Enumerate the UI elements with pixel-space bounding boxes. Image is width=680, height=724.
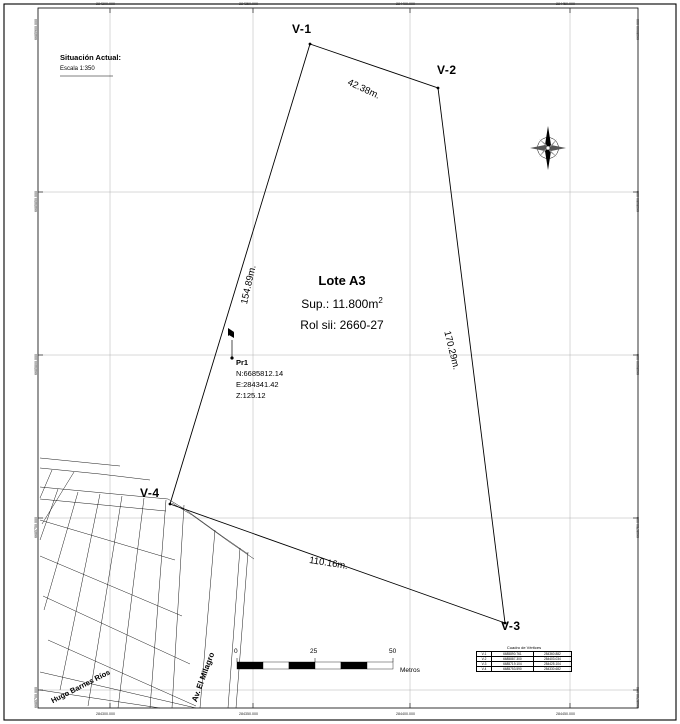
table-cell: V-2 bbox=[477, 657, 492, 662]
north-arrow-icon bbox=[530, 126, 566, 170]
vertex-label-v3: V-3 bbox=[501, 619, 521, 633]
scalebar-tick-0: 0 bbox=[234, 648, 238, 655]
lot-surface bbox=[282, 296, 402, 312]
table-cell: 284330.682 bbox=[533, 667, 571, 672]
dimension-label-south: 110.16m. bbox=[308, 555, 349, 572]
table-cell: 6685887.300 bbox=[492, 657, 534, 662]
grid-y-label-right-4: 6685750.000 bbox=[636, 517, 640, 538]
scalebar-tick-25: 25 bbox=[310, 648, 318, 655]
street-label-hugo-barnes-rios: Hugo Barnes Ríos bbox=[49, 667, 112, 706]
grid-x-label-bottom-2: 284350.000 bbox=[239, 712, 258, 716]
table-cell: 284425.104 bbox=[533, 662, 571, 667]
control-point-name: Pr1 bbox=[236, 358, 249, 367]
grid-y-label-5: 6685700.000 bbox=[34, 687, 38, 708]
grid-x-label-bottom-1: 284300.000 bbox=[96, 712, 115, 716]
grid-y-label-2: 6685850.000 bbox=[34, 191, 38, 212]
vertex-table bbox=[476, 651, 572, 672]
vertex-label-v2: V-2 bbox=[437, 63, 457, 77]
grid-x-label-1: 284300.000 bbox=[96, 2, 115, 6]
grid-y-label-1: 6685900.000 bbox=[34, 19, 38, 40]
table-cell: 284360.882 bbox=[533, 652, 571, 657]
dimension-label-east: 170.29m. bbox=[441, 329, 462, 371]
grid-x-label-bottom-4: 284450.000 bbox=[556, 712, 575, 716]
vertex-table-block bbox=[476, 645, 572, 672]
table-cell: V-4 bbox=[477, 667, 492, 672]
table-cell: 284403.034 bbox=[533, 657, 571, 662]
dimension-label-top: 42.38m. bbox=[345, 77, 382, 102]
grid-x-label-4: 284450.000 bbox=[556, 2, 575, 6]
lot-surface-value: Sup.: 11.800m bbox=[301, 297, 379, 311]
vertex-markers bbox=[169, 43, 507, 625]
sheet-border bbox=[4, 4, 676, 720]
dimension-label-west: 154.89m. bbox=[239, 264, 259, 306]
vertex-label-v4: V-4 bbox=[140, 486, 160, 500]
table-cell: 6685890.761 bbox=[492, 652, 534, 657]
lot-name: Lote A3 bbox=[318, 273, 366, 288]
table-row bbox=[477, 667, 572, 672]
control-point-north: N:6685812.14 bbox=[236, 369, 284, 378]
scalebar-units: Metros bbox=[400, 667, 420, 674]
vertex-label-v1: V-1 bbox=[292, 22, 312, 36]
frame-ticks bbox=[38, 8, 638, 708]
grid-y-label-3: 6685800.000 bbox=[34, 354, 38, 375]
lot-boundary-polygon bbox=[170, 44, 505, 623]
map-frame bbox=[38, 8, 638, 708]
street-label-av-el-milagro: Av. El Milagro bbox=[190, 651, 217, 704]
grid-x-label-bottom-3: 284400.000 bbox=[396, 712, 415, 716]
scale-label: Escala 1:350 bbox=[60, 66, 95, 72]
grid-y-label-4: 6685750.000 bbox=[34, 517, 38, 538]
grid-x-label-2: 284350.000 bbox=[239, 2, 258, 6]
lot-surface-exponent: 2 bbox=[378, 296, 383, 305]
vertex-table-caption: Cuadro de Vértices bbox=[506, 645, 542, 650]
situation-label: Situación Actual: bbox=[60, 53, 121, 62]
grid-y-label-right-3: 6685800.000 bbox=[636, 354, 640, 375]
scalebar-tick-50: 50 bbox=[389, 648, 397, 655]
grid-y-label-right-5: 6685700.000 bbox=[636, 687, 640, 708]
grid-y-label-right-1: 6685900.000 bbox=[636, 19, 640, 40]
grid-y-label-right-2: 6685850.000 bbox=[636, 191, 640, 212]
table-cell: V-1 bbox=[477, 652, 492, 657]
lot-rol: Rol sii: 2660-27 bbox=[300, 318, 384, 332]
grid-x-label-3: 284400.000 bbox=[396, 2, 415, 6]
table-cell: 6685753.590 bbox=[492, 667, 534, 672]
table-cell: V-3 bbox=[477, 662, 492, 667]
control-point-elevation: Z:125.12 bbox=[236, 391, 266, 400]
table-cell: 6685719.104 bbox=[492, 662, 534, 667]
scale-bar-graphic bbox=[237, 658, 393, 669]
coordinate-grid bbox=[38, 8, 638, 708]
control-point-east: E:284341.42 bbox=[236, 380, 279, 389]
